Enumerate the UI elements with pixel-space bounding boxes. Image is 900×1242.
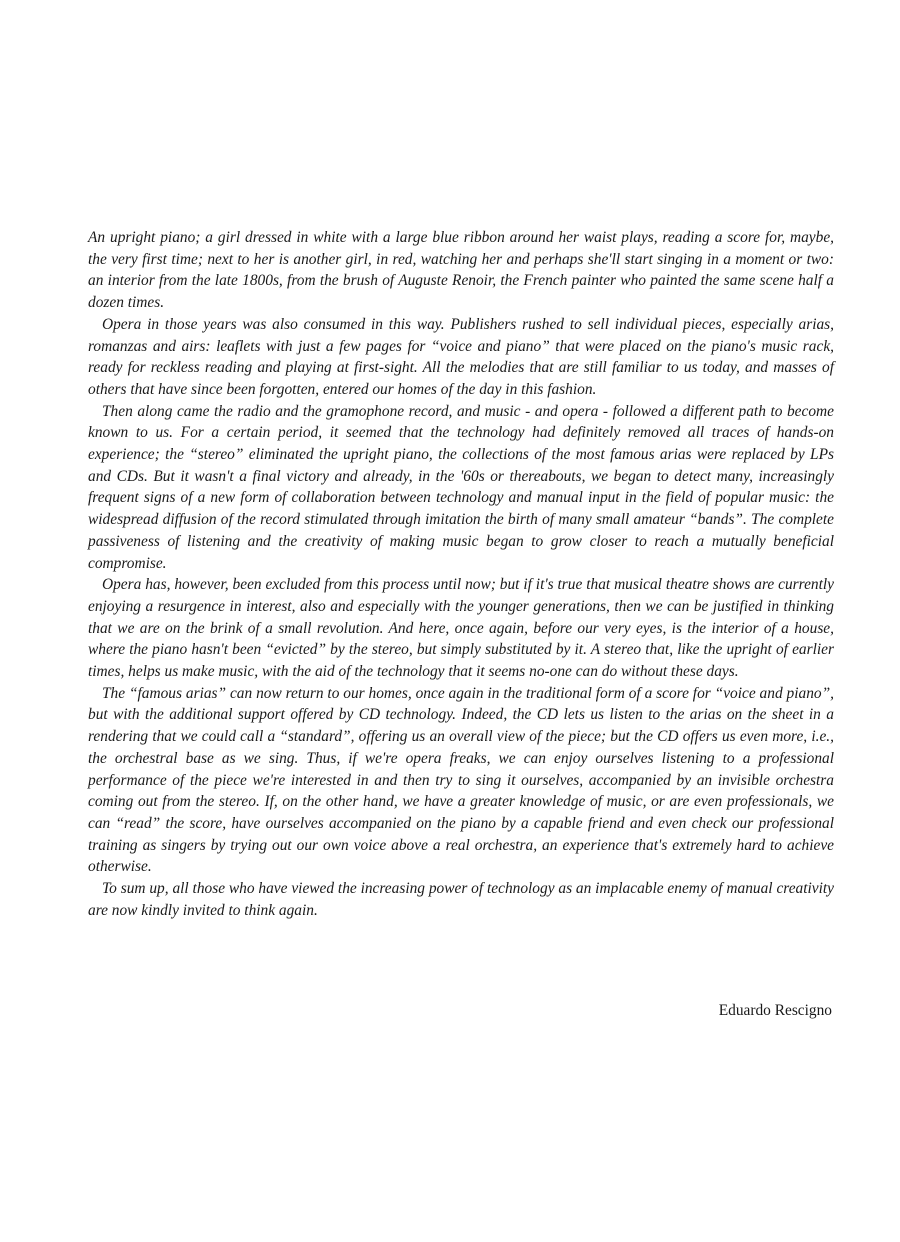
article-body: [88, 227, 834, 922]
paragraph-3: Then along came the radio and the gramophone record, and music - and opera - followed a different path to become known to us. For a certain period, it seemed that the technology had definitely removed all traces of hands-on experience; the “stereo” eliminated the upright piano, the collections of the most famous arias were replaced by LPs and CDs. But it wasn't a final victory and already, in the '60s or thereabouts, we began to detect many, increasingly frequent signs of a new form of collaboration between technology and manual input in the field of popular music: the widespread diffusion of the record stimulated through imitation the birth of many small amateur “bands”. The complete passiveness of listening and the creativity of making music began to grow closer to reach a mutually beneficial compromise.: [88, 402, 834, 572]
paragraph-5: The “famous arias” can now return to our homes, once again in the traditional form of a score for “voice and piano”, but with the additional support offered by CD technology. Indeed, the CD lets us listen to the arias on the sheet in a rendering that we could call a “standard”, offering us an overall view of the piece; but the CD offers us even more, i.e., the orchestral base as we sing. Thus, if we're opera freaks, we can enjoy ourselves listening to a professional performance of the piece we're interested in and then try to sing it ourselves, accompanied by an invisible orchestra coming out from the stereo. If, on the other hand, we have a greater knowledge of music, or are even professionals, we can “read” the score, have ourselves accompanied on the piano by a capable friend and even check our professional training as singers by trying out our own voice above a real orchestra, an experience that's extremely hard to achieve otherwise.: [88, 684, 834, 876]
paragraph-1: An upright piano; a girl dressed in white with a large blue ribbon around her waist plays, reading a score for, maybe, the very first time; next to her is another girl, in red, watching her and perhaps she'll start singing in a moment or two: an interior from the late 1800s, from the brush of Auguste Renoir, the French painter who painted the same scene half a dozen times.: [88, 229, 834, 312]
paragraph-2: Opera in those years was also consumed in this way. Publishers rushed to sell individual pieces, especially arias, romanzas and airs: leaflets with just a few pages for “voice and piano” that were placed on the piano's music rack, ready for reckless reading and playing at first-sight. All the melodies that are still familiar to us today, and masses of others that have since been forgotten, entered our homes of the day in this fashion.: [88, 315, 834, 398]
author-signature: Eduardo Rescigno: [718, 1002, 832, 1019]
paragraph-4: Opera has, however, been excluded from this process until now; but if it's true that musical theatre shows are currently enjoying a resurgence in interest, also and especially with the younger generations, then we can be justified in thinking that we are on the brink of a small revolution. And here, once again, before our very eyes, is the interior of a house, where the piano hasn't been “evicted” by the stereo, but simply substituted by it. A stereo that, like the upright of earlier times, helps us make music, with the aid of the technology that it seems no-one can do without these days.: [88, 576, 834, 681]
paragraph-6: To sum up, all those who have viewed the increasing power of technology as an implacable enemy of manual creativity are now kindly invited to think again.: [88, 880, 834, 919]
